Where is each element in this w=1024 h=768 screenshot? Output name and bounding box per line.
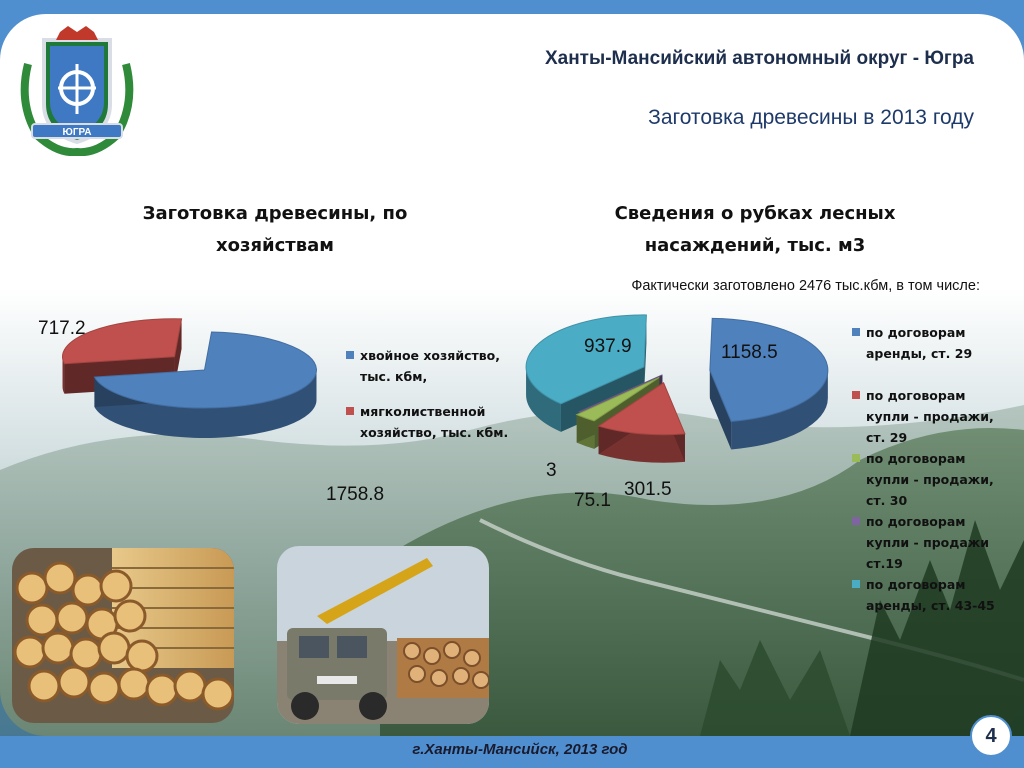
log-end	[29, 671, 59, 701]
logs-photo	[12, 548, 234, 723]
chart2-label-sale29: 301.5	[624, 479, 672, 500]
chart2-label-sale30: 75.1	[574, 490, 611, 511]
legend-swatch	[852, 580, 860, 588]
legend-text: по договорам купли - продажи, ст. 29	[866, 388, 994, 445]
pie2-slice-0	[710, 318, 828, 449]
log-end	[45, 563, 75, 593]
log-end	[119, 669, 149, 699]
chart1-label-soft: 717.2	[38, 318, 86, 339]
log-end	[203, 679, 233, 709]
chart2-legend-item-1	[852, 322, 1012, 364]
chart2-label-lease29: 1158.5	[721, 342, 778, 363]
footer-text: г.Ханты-Мансийск, 2013 год	[412, 741, 628, 758]
chart1-title: Заготовка древесины, по хозяйствам	[142, 203, 408, 256]
log-end	[89, 673, 119, 703]
log-end	[101, 571, 131, 601]
chart2-legend-item-5	[852, 574, 1012, 616]
log-end	[15, 637, 45, 667]
chart2-legend-item-3	[852, 448, 1012, 511]
legend-swatch	[852, 391, 860, 399]
chart1-label-conifer: 1758.8	[326, 484, 385, 505]
region-title: Ханты-Мансийский автономный округ - Югра	[544, 48, 974, 69]
log-end	[17, 573, 47, 603]
log-end	[127, 641, 157, 671]
slide-title: Заготовка древесины в 2013 году	[648, 106, 974, 129]
legend-swatch	[852, 328, 860, 336]
log-end	[59, 667, 89, 697]
log-end	[175, 671, 205, 701]
chart2-title: Сведения о рубках лесных насаждений, тыс. м3	[614, 203, 896, 256]
legend-text: по договорам купли - продажи ст.19	[866, 514, 989, 571]
legend-swatch	[852, 517, 860, 525]
chart2-legend-item-2	[852, 385, 1012, 448]
log-end	[99, 633, 129, 663]
chart2-label-sale19: 3	[546, 460, 557, 481]
chart2-legend-item-4	[852, 511, 1012, 574]
chart2-label-lease43: 937.9	[584, 336, 632, 357]
log-end	[73, 575, 103, 605]
chart2-legend	[852, 322, 1012, 616]
legend-text: по договорам купли - продажи, ст. 30	[866, 451, 994, 508]
log-end	[43, 633, 73, 663]
log-end	[147, 675, 177, 705]
log-end	[71, 639, 101, 669]
legend-text: мягколиственной хозяйство, тыс. кбм.	[360, 404, 509, 440]
emblem-text: ЮГРА	[62, 127, 92, 138]
legend-text: по договорам аренды, ст. 43-45	[866, 577, 995, 613]
legend-text: по договорам аренды, ст. 29	[866, 325, 973, 361]
chart2-subtitle: Фактически заготовлено 2476 тыс.кбм, в том числе:	[631, 278, 980, 294]
log-end	[57, 603, 87, 633]
truck-photo	[277, 546, 489, 724]
legend-swatch	[852, 454, 860, 462]
log-end	[27, 605, 57, 635]
legend-text: хвойное хозяйство, тыс. кбм,	[360, 348, 500, 384]
log-end	[115, 601, 145, 631]
page-number: 4	[985, 725, 997, 747]
